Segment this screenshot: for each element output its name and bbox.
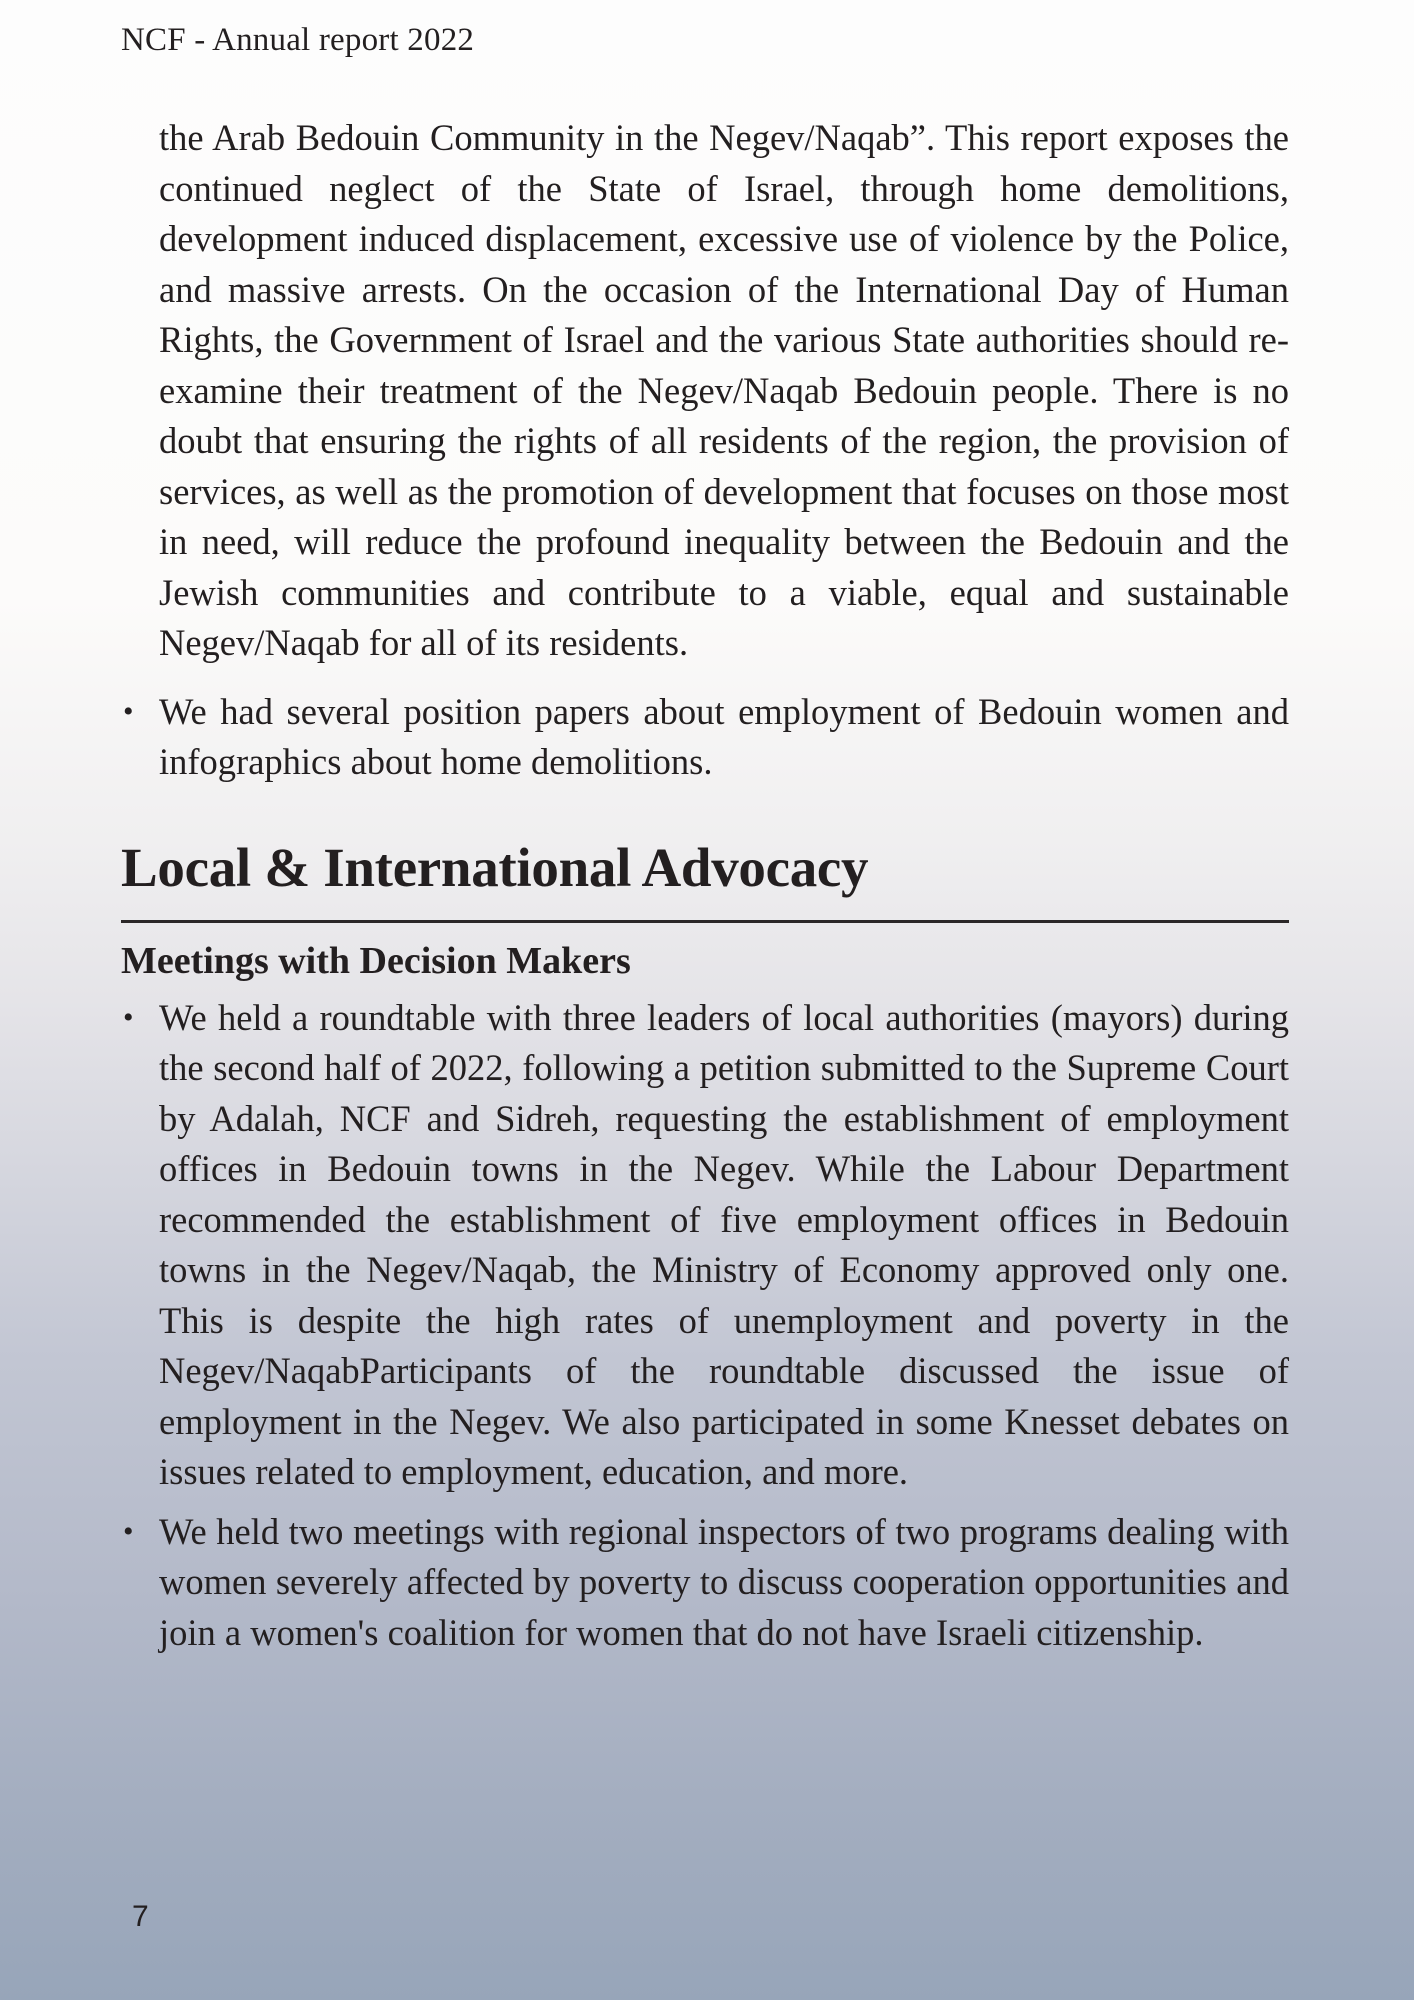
subsection-heading: Meetings with Decision Makers: [121, 939, 631, 982]
intro-bullet-list: [121, 687, 1289, 788]
page-content: [121, 113, 1289, 1658]
meetings-bullet-list: [121, 993, 1289, 1659]
bullet-icon: •: [123, 1000, 134, 1034]
bullet-icon: •: [123, 694, 134, 728]
list-item: [121, 993, 1289, 1498]
continued-paragraph: the Arab Bedouin Community in the Negev/Naqab”. This report exposes the continued neglect of the State of Israel, through home demolitions, development induced displacement, excessive use of violence by the Police, and massive arrests. On the occasion of the International Day of Human Rights, the Government of Israel and the various State authorities should re-examine their treatment of the Negev/Naqab Bedouin people. There is no doubt that ensuring the rights of all residents of the region, the provision of services, as well as the promotion of development that focuses on those most in need, will reduce the profound inequality between the Bedouin and the Jewish communities and contribute to a viable, equal and sustainable Negev/Naqab for all of its residents.: [159, 117, 1289, 663]
list-item: [121, 1507, 1289, 1659]
section-heading: Local & International Advocacy: [121, 836, 869, 898]
list-item-text: We had several position papers about employment of Bedouin women and infographics about home demolitions.: [159, 690, 1289, 782]
list-item-text: We held a roundtable with three leaders of local authorities (mayors) during the second half of 2022, following a petition submitted to the Supreme Court by Adalah, NCF and Sidreh, requesting the establishment of employment offices in Bedouin towns in the Negev. While the Labour Department recommended the establishment of five employment offices in Bedouin towns in the Negev/Naqab, the Ministry of Economy approved only one. This is despite the high rates of unemployment and poverty in the Negev/NaqabParticipants of the roundtable discussed the issue of employment in the Negev. We also participated in some Knesset debates on issues related to employment, education, and more.: [159, 996, 1289, 1492]
running-header: NCF - Annual report 2022: [121, 22, 475, 58]
bullet-icon: •: [123, 1514, 134, 1548]
list-item: [121, 687, 1289, 788]
section-heading-rule: [121, 920, 1289, 923]
page-number: 7: [132, 1900, 149, 1933]
list-item-text: We held two meetings with regional inspectors of two programs dealing with women severely affected by poverty to discuss cooperation opportunities and join a women's coalition for women that do not have Israeli citizenship.: [159, 1510, 1289, 1653]
